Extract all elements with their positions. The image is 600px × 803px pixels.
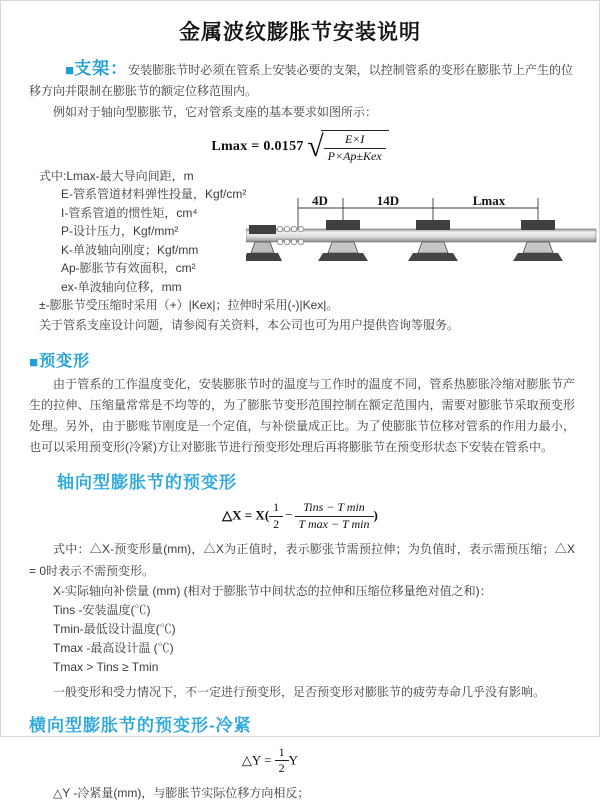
lmax-formula-lhs: Lmax = 0.0157 [211, 139, 304, 155]
support-base [513, 253, 563, 261]
temperature-inequality-line: Tmax > Tins ≥ Tmin [53, 659, 159, 674]
symbol-definitions [39, 167, 274, 297]
minus-operator: − [285, 507, 293, 523]
lateral-predeform-formula [1, 746, 539, 777]
tmax-line: Tmax -最高设计温 (℃) [53, 640, 174, 655]
support-section-paragraph [29, 58, 573, 102]
section-marker-square: ■ [29, 354, 40, 372]
support-clamp [416, 220, 450, 230]
formula-post: Y [288, 751, 299, 767]
pipe-support-diagram [246, 192, 598, 297]
delta-x-note: 式中：△X-预变形量(mm)，△X为正值时，表示膨张节需预拉伸；为负值时，表示需预压缩；△X = 0时表示不需预变形。 [29, 541, 575, 578]
support-saddle [418, 242, 448, 253]
lmax-formula [1, 130, 599, 164]
dim-label-lmax: Lmax [472, 192, 506, 208]
support-section-label: 支架： [74, 59, 129, 78]
predeform-paragraph: 由于管系的工作温度变化，安装膨胀节时的温度与工作时的温度不同，管系热膨胀冷缩对膨胀节产生的拉伸、压缩量常常是不均等的，为了膨胀节变形范围控制在额定范围内，需要对膨胀节采取预变形处理。另外，由于膨账节刚度是一个定值，与补偿量成正比。为了使膨胀节位移对管系的作用力最小，也可以采用预变形(冷紧)方让对膨胀节进行预变形处理后再将膨胀节在预变形状态下安装在管系中。 [29, 377, 575, 455]
definition-line: ex-单波轴向位移，mm [61, 279, 182, 294]
fraction-denominator: 2 [278, 761, 285, 776]
radicand [321, 130, 389, 164]
support-saddle [328, 242, 358, 253]
tins-line: Tins -安装温度(℃) [53, 602, 151, 617]
definition-line: P-设计压力，Kgf/mm² [61, 224, 179, 239]
support-base [408, 253, 458, 261]
lmax-fraction [324, 133, 386, 164]
predeform-section-title: 预变形 [39, 353, 91, 371]
lmax-fraction-numerator: E×I [324, 133, 386, 149]
formula-pre: △X = X( [222, 507, 270, 523]
definition-line: K-单波轴向刚度；Kgf/mm [61, 242, 199, 257]
definitions-and-diagram [39, 167, 599, 297]
support-clamp [521, 220, 555, 230]
lmax-fraction-denominator: P×Ap±Kex [327, 148, 382, 163]
delta-y-note: △Y -冷紧量(mm)，与膨胀节实际位移方向相反； [53, 786, 310, 801]
pipe-support-diagram-svg [246, 192, 598, 288]
support-intro-text: 安装膨胀节时必须在管系上安装必要的支架，以控制管系的变形在膨胀节上产生的位移方向并限制在膨胀节的额定位移范围内。 [29, 63, 574, 98]
support-clamp [326, 220, 360, 230]
lateral-predeform-heading: 横向型膨胀节的预变形-冷紧 [29, 715, 252, 735]
definition-line: Ap-膨胀节有效面积，cm² [61, 261, 196, 276]
anchor-base [246, 253, 282, 261]
axial-example-line: 例如对于轴向型膨胀节，它对管系支座的基本要求如图所示： [53, 105, 378, 119]
definition-line: E-管系管道材料弹性投量，Kgf/cm² [61, 187, 247, 202]
x-definition-line: X-实际轴向补偿量 (mm) (相对于膨胀节中间状态的拉伸和压缩位移量绝对值之和)： [53, 583, 492, 598]
consult-note: 关于管系支座设计问题，请参阅有关资料，本公司也可为用户提供咨询等服务。 [39, 317, 460, 332]
formula-post: ) [373, 507, 378, 523]
dim-label-4d: 4D [312, 192, 328, 208]
section-marker-square: ■ [65, 62, 75, 79]
formula-pre: △Y = [241, 751, 272, 767]
anchor-neck [251, 242, 274, 253]
half-fraction [275, 746, 289, 777]
fraction-denominator: 2 [273, 516, 280, 531]
page-title: 金属波纹膨胀节安装说明 [179, 21, 421, 44]
axial-predeform-formula [1, 501, 599, 532]
general-deform-note: 一般变形和受力情况下，不一定进行预变形，足否预变形对膨胀节的疲劳寿命几乎没有影响。 [53, 684, 546, 699]
definition-line: I-管系管道的惯性矩，cm⁴ [61, 205, 198, 220]
predeform-section-heading [29, 348, 599, 371]
dim-label-14d: 14D [376, 192, 400, 208]
support-saddle [523, 242, 553, 253]
half-fraction [269, 501, 283, 532]
definition-line: 式中:Lmax-最大导向间距，m [39, 168, 194, 183]
axial-predeform-heading: 轴向型膨胀节的预变形 [57, 473, 237, 493]
sqrt-symbol: √ [307, 129, 324, 163]
fraction-denominator: T max − T min [298, 516, 370, 531]
fraction-numerator: Tins − T min [295, 501, 374, 517]
anchor-clamp [249, 225, 276, 234]
tmin-line: Tmin-最低设计温度(℃) [53, 621, 176, 636]
fraction-numerator: 1 [275, 746, 289, 762]
plus-minus-note: ±-膨胀节受压缩时采用（+）|Kex|；拉伸时采用(-)|Kex|。 [39, 298, 339, 313]
temperature-fraction [295, 501, 374, 532]
fraction-numerator: 1 [269, 501, 283, 517]
support-base [318, 253, 368, 261]
pipe [246, 229, 596, 242]
